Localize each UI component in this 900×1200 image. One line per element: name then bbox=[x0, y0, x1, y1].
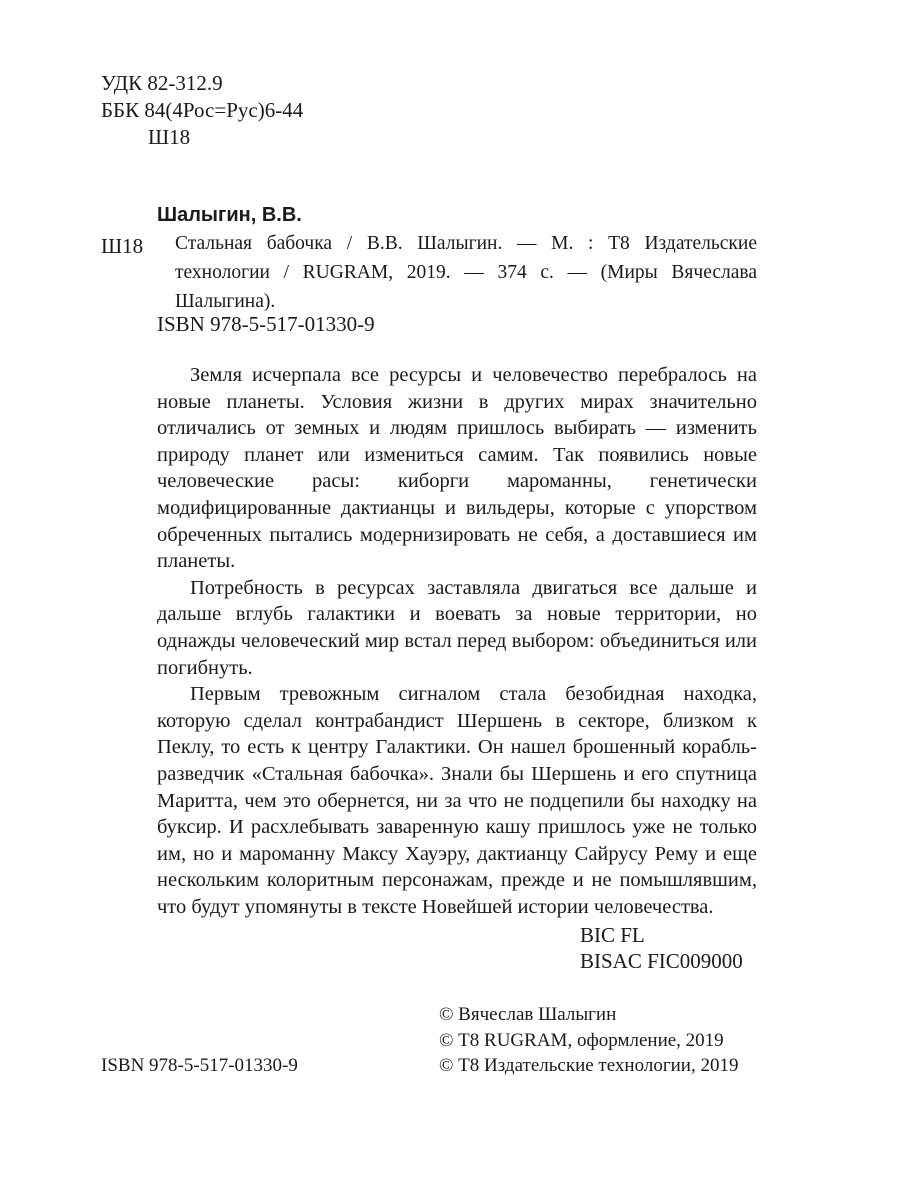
annotation-paragraph-1: Земля исчерпала все ресурсы и человечество перебралось на новые планеты. Условия жизни в других мирах значительно отличались от земных и людям пришлось выбирать — изменить природу планет или измениться самим. Так появились новые человеческие расы: киборги мароманны, генетически модифицированные дактианцы и вильдеры, которые с упорством обреченных пытались модернизировать не себя, а доставшиеся им планеты. bbox=[157, 364, 757, 573]
annotation-paragraph-3: Первым тревожным сигналом стала безобидная находка, которую сделал контрабандист Шершень в секторе, близком к Пеклу, то есть к центру Галактики. Он нашел брошенный корабль-разведчик «Стальная бабочка». Знали бы Шершень и его спутница Маритта, чем это обернется, ни за что не подцепили бы находку на буксир. И расхлебывать заваренную кашу пришлось уже не только им, но и мароманну Максу Хауэру, дактианцу Сайрусу Рему и еще нескольким колоритным персонажам, прежде и не помышлявшим, что будут упомянуты в тексте Новейшей истории человечества. bbox=[157, 683, 757, 918]
copyright-design: © Т8 RUGRAM, оформление, 2019 bbox=[439, 1030, 724, 1051]
isbn-main: ISBN 978-5-517-01330-9 bbox=[157, 312, 375, 336]
bic-code: BIC FL bbox=[580, 923, 645, 947]
udk-code: УДК 82-312.9 bbox=[101, 71, 223, 95]
isbn-footer: ISBN 978-5-517-01330-9 bbox=[101, 1055, 298, 1076]
bbk-code: ББК 84(4Рос=Рус)6-44 bbox=[101, 98, 304, 122]
copyright-author: © Вячеслав Шалыгин bbox=[439, 1004, 617, 1025]
bibliographic-description: Стальная бабочка / В.В. Шалыгин. — М. : Т8 Издательские технологии / RUGRAM, 2019. — 374 с. — (Миры Вячеслава Шалыгина). bbox=[175, 233, 757, 312]
author-mark: Ш18 bbox=[148, 125, 191, 149]
annotation-paragraph-2: Потребность в ресурсах заставляла двигаться все дальше и дальше вглубь галактики и воевать за новые территории, но однажды человеческий мир встал перед выбором: объединиться или погибнуть. bbox=[157, 576, 757, 679]
bisac-code: BISAC FIC009000 bbox=[580, 949, 743, 973]
author-code: Ш18 bbox=[101, 234, 144, 258]
copyright-publisher: © Т8 Издательские технологии, 2019 bbox=[439, 1055, 739, 1076]
author-name: Шалыгин, В.В. bbox=[157, 204, 302, 226]
annotation bbox=[157, 362, 757, 920]
